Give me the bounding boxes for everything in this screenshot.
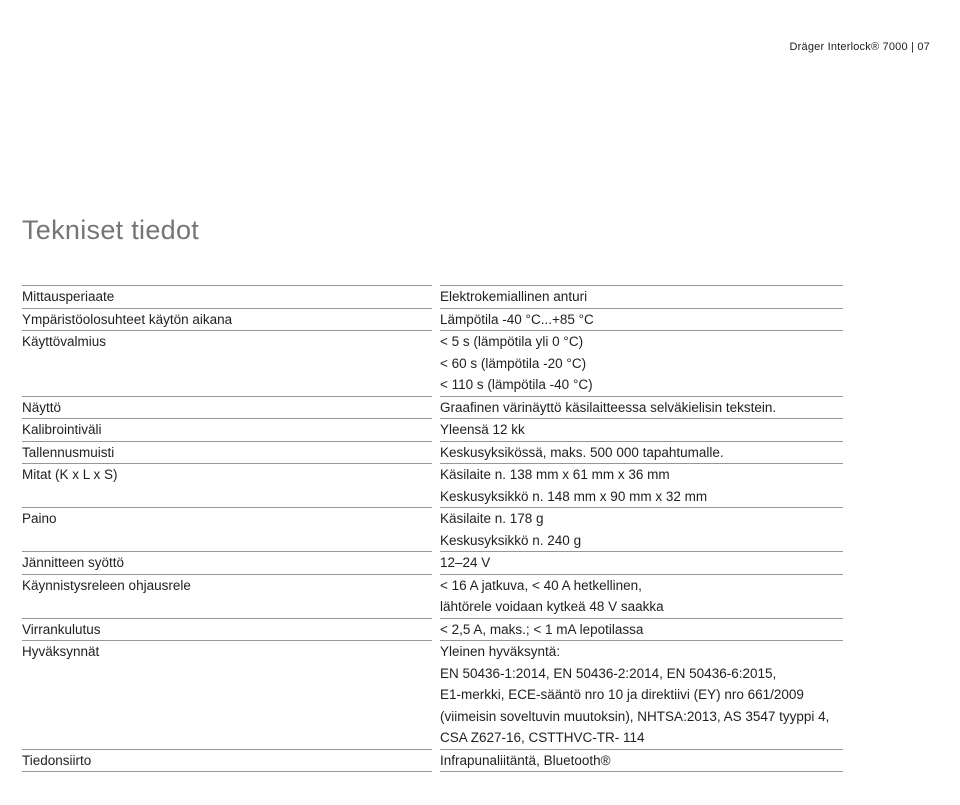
- table-row: [22, 419, 843, 442]
- row-label: Mitat (K x L x S): [22, 464, 432, 508]
- row-value-line: Elektrokemiallinen anturi: [440, 289, 588, 304]
- page-header-reference: Dräger Interlock® 7000 | 07: [789, 41, 930, 53]
- row-value-line: Keskusyksikkö n. 240 g: [440, 532, 582, 548]
- table-row: [22, 331, 843, 397]
- row-value-line: Keskusyksikössä, maks. 500 000 tapahtumalle.: [440, 444, 724, 460]
- row-value: [440, 641, 843, 750]
- table-row: [22, 442, 843, 465]
- row-label: Kalibrointiväli: [22, 419, 432, 442]
- row-value-line: Keskusyksikkö n. 148 mm x 90 mm x 32 mm: [440, 488, 708, 504]
- row-value-line: lähtörele voidaan kytkeä 48 V saakka: [440, 599, 664, 614]
- table-row: [22, 552, 843, 575]
- row-label: Ympäristöolosuhteet käytön aikana: [22, 309, 432, 332]
- row-value: [440, 575, 843, 619]
- row-label: Paino: [22, 508, 432, 552]
- row-value: [440, 508, 843, 552]
- row-value-line: E1-merkki, ECE-sääntö nro 10 ja direktiivi (EY) nro 661/2009: [440, 687, 804, 702]
- table-row: [22, 619, 843, 642]
- table-row: [22, 285, 843, 309]
- row-value: [440, 285, 843, 309]
- row-value-line: Käsilaite n. 138 mm x 61 mm x 36 mm: [440, 467, 670, 482]
- spec-table: [22, 285, 843, 772]
- row-label: Tiedonsiirto: [22, 750, 432, 773]
- row-label: Näyttö: [22, 397, 432, 420]
- row-value: [440, 442, 843, 465]
- row-label: Jännitteen syöttö: [22, 552, 432, 575]
- row-value: [440, 619, 843, 642]
- row-value: [440, 552, 843, 575]
- row-value: [440, 331, 843, 397]
- row-value-line: < 60 s (lämpötila -20 °C): [440, 355, 587, 371]
- table-row: [22, 464, 843, 508]
- row-value-line: < 16 A jatkuva, < 40 A hetkellinen,: [440, 577, 642, 593]
- row-value: [440, 750, 843, 773]
- row-value-line: Infrapunaliitäntä, Bluetooth®: [440, 752, 611, 768]
- row-value-line: Käsilaite n. 178 g: [440, 511, 544, 526]
- row-value: [440, 397, 843, 420]
- table-row: [22, 750, 843, 773]
- page-title: Tekniset tiedot: [22, 215, 200, 245]
- row-value-line: 12–24 V: [440, 555, 491, 570]
- row-label: Hyväksynnät: [22, 641, 432, 750]
- row-value-line: < 5 s (lämpötila yli 0 °C): [440, 334, 584, 349]
- row-value-line: (viimeisin soveltuvin muutoksin), NHTSA:2013, AS 3547 tyyppi 4,: [440, 708, 830, 724]
- row-value-line: Lämpötila -40 °C...+85 °C: [440, 311, 594, 327]
- row-value-line: Graafinen värinäyttö käsilaitteessa selväkielisin tekstein.: [440, 399, 777, 415]
- row-value-line: EN 50436-1:2014, EN 50436-2:2014, EN 50436-6:2015,: [440, 665, 777, 681]
- row-label: Käynnistysreleen ohjausrele: [22, 575, 432, 619]
- row-value-line: Yleensä 12 kk: [440, 422, 525, 437]
- row-value: [440, 419, 843, 442]
- table-row: [22, 575, 843, 619]
- row-value-line: < 2,5 A, maks.; < 1 mA lepotilassa: [440, 621, 644, 637]
- row-label: Virrankulutus: [22, 619, 432, 642]
- table-row: [22, 508, 843, 552]
- table-row: [22, 641, 843, 750]
- table-row: [22, 309, 843, 332]
- row-value-line: CSA Z627-16, CSTTHVC-TR- 114: [440, 730, 645, 745]
- row-label: Käyttövalmius: [22, 331, 432, 397]
- row-value-line: Yleinen hyväksyntä:: [440, 644, 561, 659]
- row-value: [440, 309, 843, 332]
- table-row: [22, 397, 843, 420]
- row-value-line: < 110 s (lämpötila -40 °C): [440, 377, 593, 392]
- row-label: Tallennusmuisti: [22, 442, 432, 465]
- row-value: [440, 464, 843, 508]
- row-label: Mittausperiaate: [22, 285, 432, 309]
